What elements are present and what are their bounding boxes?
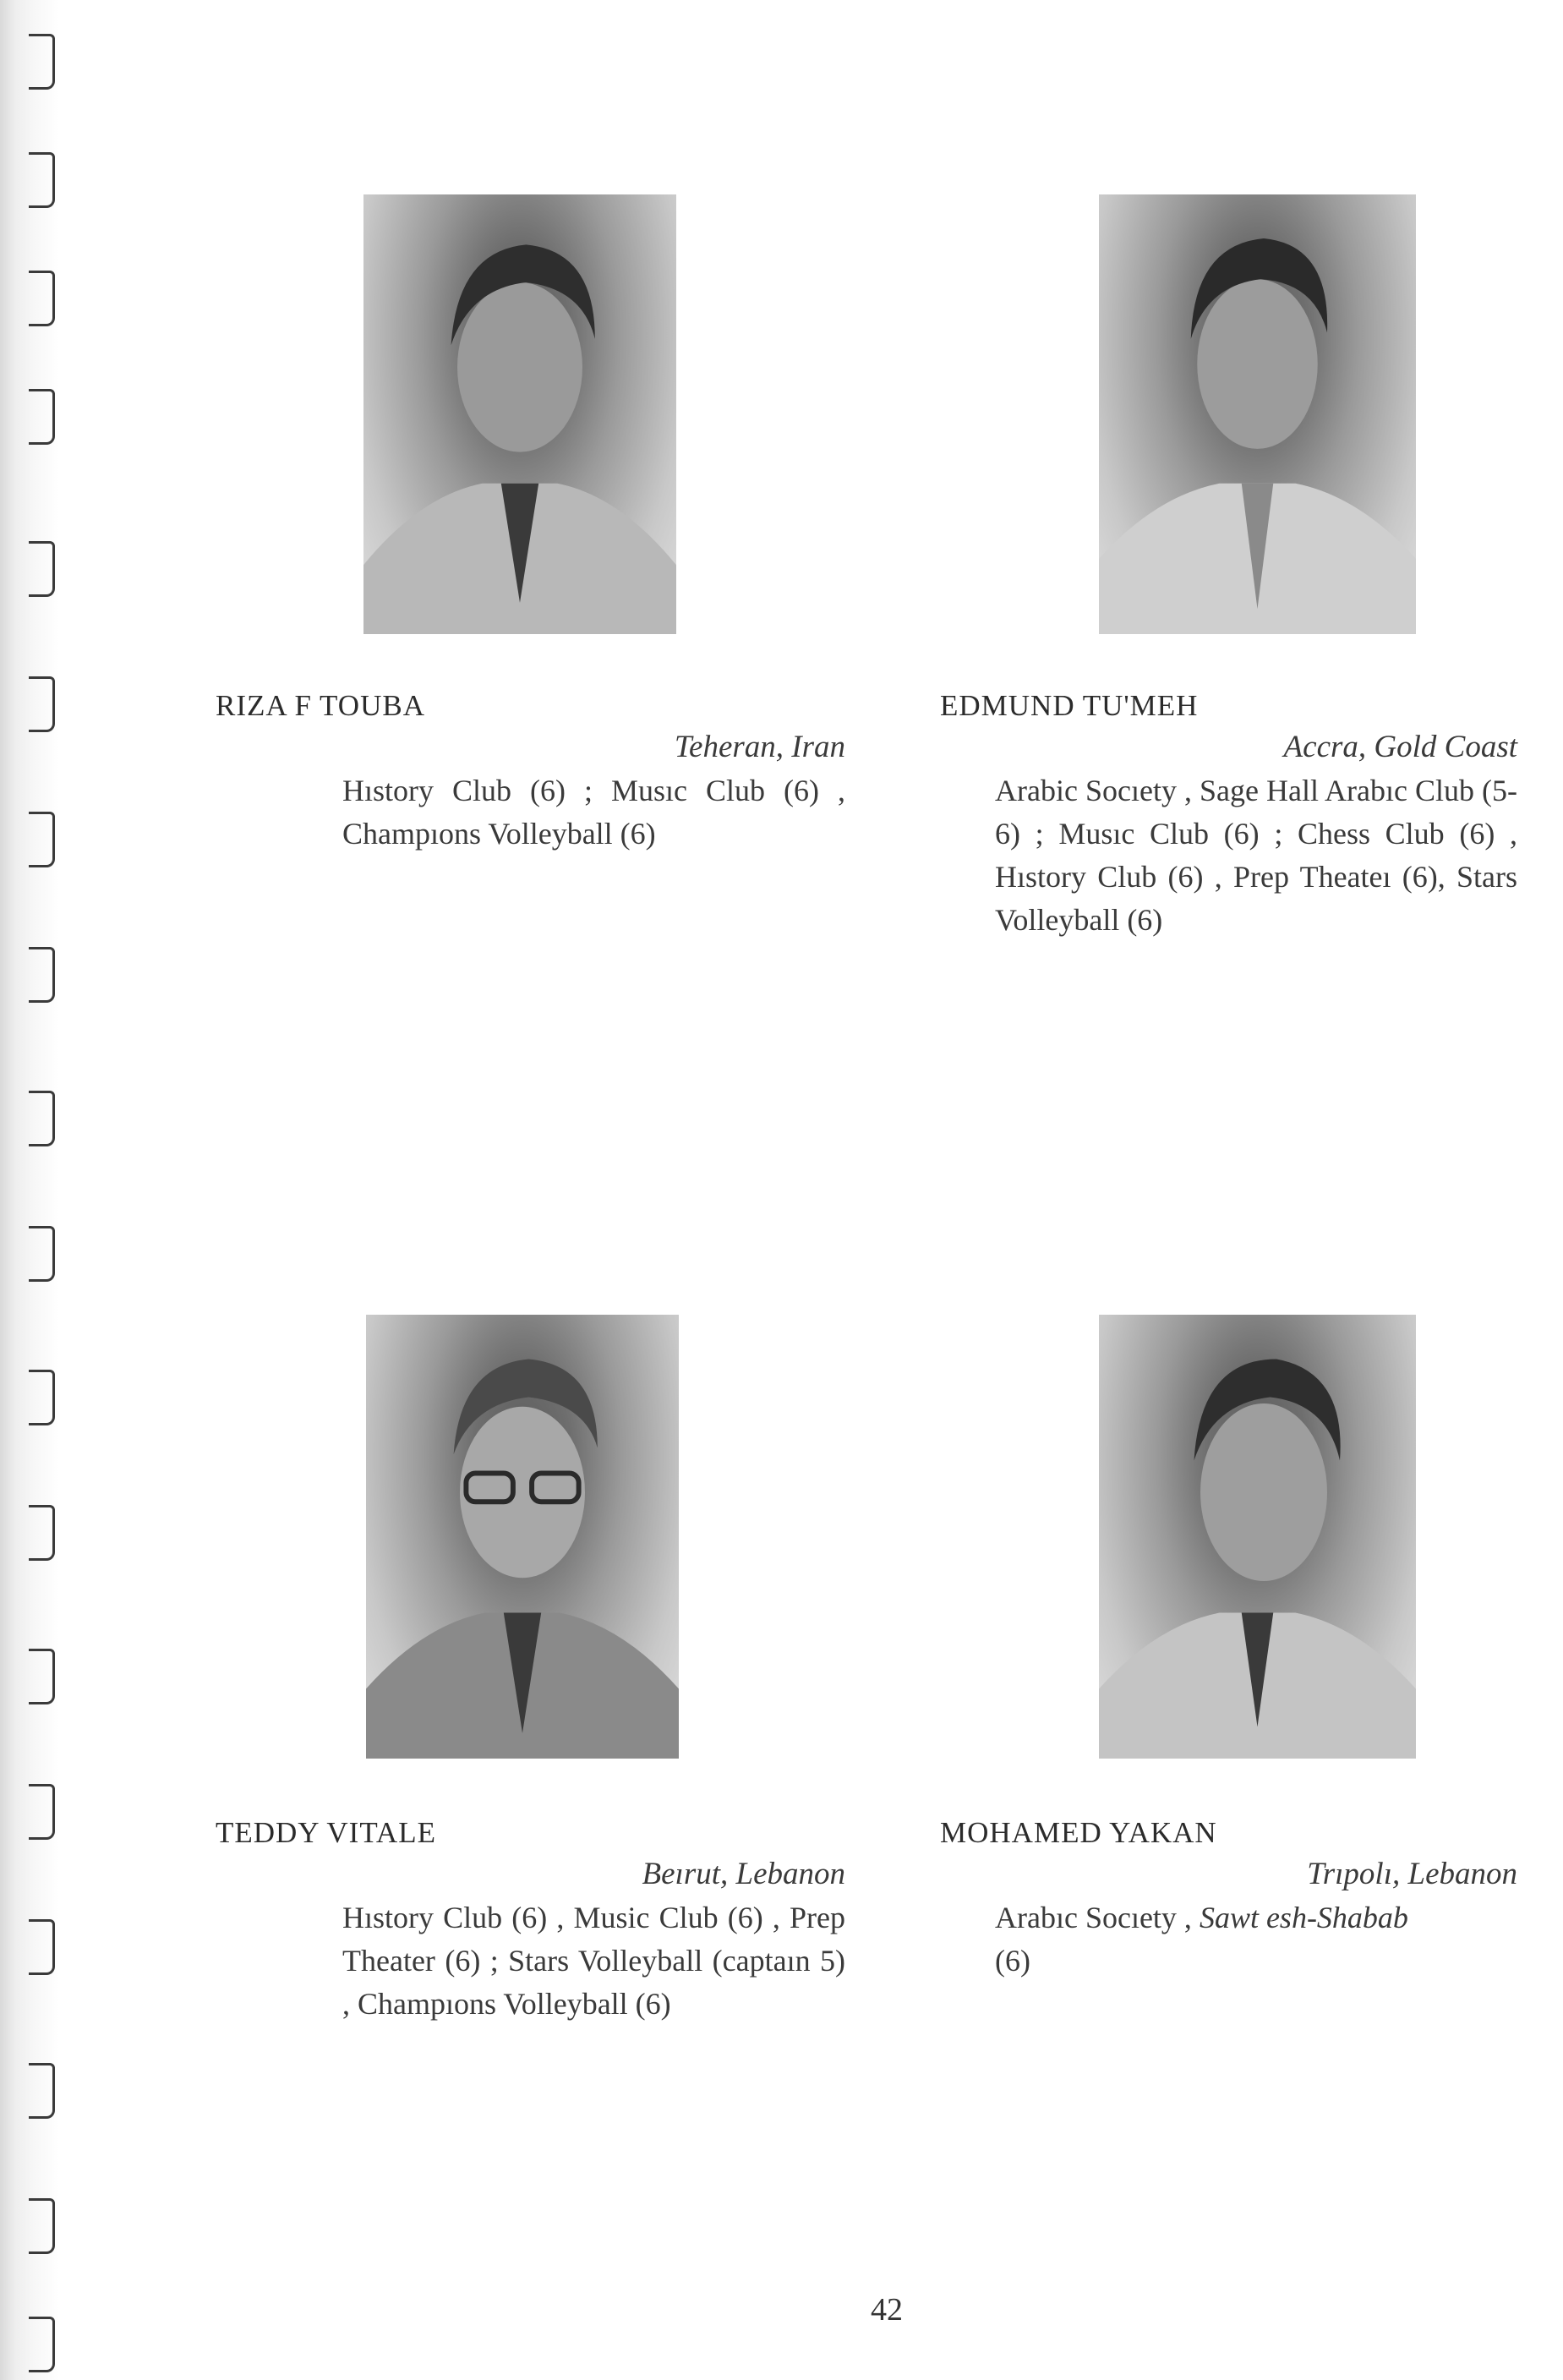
binding-ring (29, 1505, 55, 1561)
portrait-silhouette (1099, 194, 1416, 634)
student-name: MOHAMED YAKAN (940, 1816, 1217, 1849)
binding-ring (29, 812, 55, 867)
activities-italic-title: Sawt esh-Shabab (1199, 1901, 1408, 1934)
binding-ring (29, 271, 55, 326)
binding-ring (29, 389, 55, 445)
student-activities: Arabic Socıety , Sage Hall Arabıc Club (5-6) ; Musıc Club (6) ; Chess Club (6) , Hıstory Club (6) , Prep Theateı (6), Stars Volleyball (6) (995, 774, 1517, 937)
binding-ring (29, 1226, 55, 1282)
portrait-silhouette (363, 194, 676, 634)
binding-ring (29, 152, 55, 208)
student-hometown: Accra, Gold Coast (1283, 730, 1517, 764)
binding-ring (29, 34, 55, 90)
activities-years: (6) (995, 1944, 1030, 1978)
student-name: TEDDY VITALE (216, 1816, 436, 1849)
binding-ring (29, 2317, 55, 2372)
student-activities (995, 1896, 1517, 1983)
portrait-silhouette (366, 1315, 679, 1759)
binding-ring (29, 1784, 55, 1840)
binding-ring (29, 2063, 55, 2119)
binding-ring (29, 676, 55, 732)
portrait-silhouette (1099, 1315, 1416, 1759)
activities-text: Arabıc Socıety , (995, 1901, 1192, 1934)
student-hometown: Beırut, Lebanon (642, 1857, 845, 1891)
binding-ring (29, 947, 55, 1003)
student-activities: Hıstory Club (6) , Music Club (6) , Prep Theater (6) ; Stars Volleyball (captaın 5) , Champıons Volleyball (6) (342, 1901, 845, 2021)
student-photo (363, 194, 676, 634)
student-photo (1099, 1315, 1416, 1759)
binding-ring (29, 2198, 55, 2254)
student-hometown: Teheran, Iran (674, 730, 845, 764)
binding-ring (29, 1091, 55, 1146)
binding-ring (29, 1370, 55, 1425)
student-activities: Hıstory Club (6) ; Musıc Club (6) , Champıons Volleyball (6) (342, 774, 845, 851)
student-hometown: Trıpolı, Lebanon (1307, 1857, 1517, 1891)
binding-ring (29, 541, 55, 597)
binding-ring (29, 1919, 55, 1975)
student-photo (1099, 194, 1416, 634)
student-name: RIZA F TOUBA (216, 689, 425, 722)
student-photo (366, 1315, 679, 1759)
student-name: EDMUND TU'MEH (940, 689, 1199, 722)
page-binding-edge (0, 0, 59, 2380)
page-number: 42 (871, 2292, 903, 2328)
binding-ring (29, 1649, 55, 1704)
